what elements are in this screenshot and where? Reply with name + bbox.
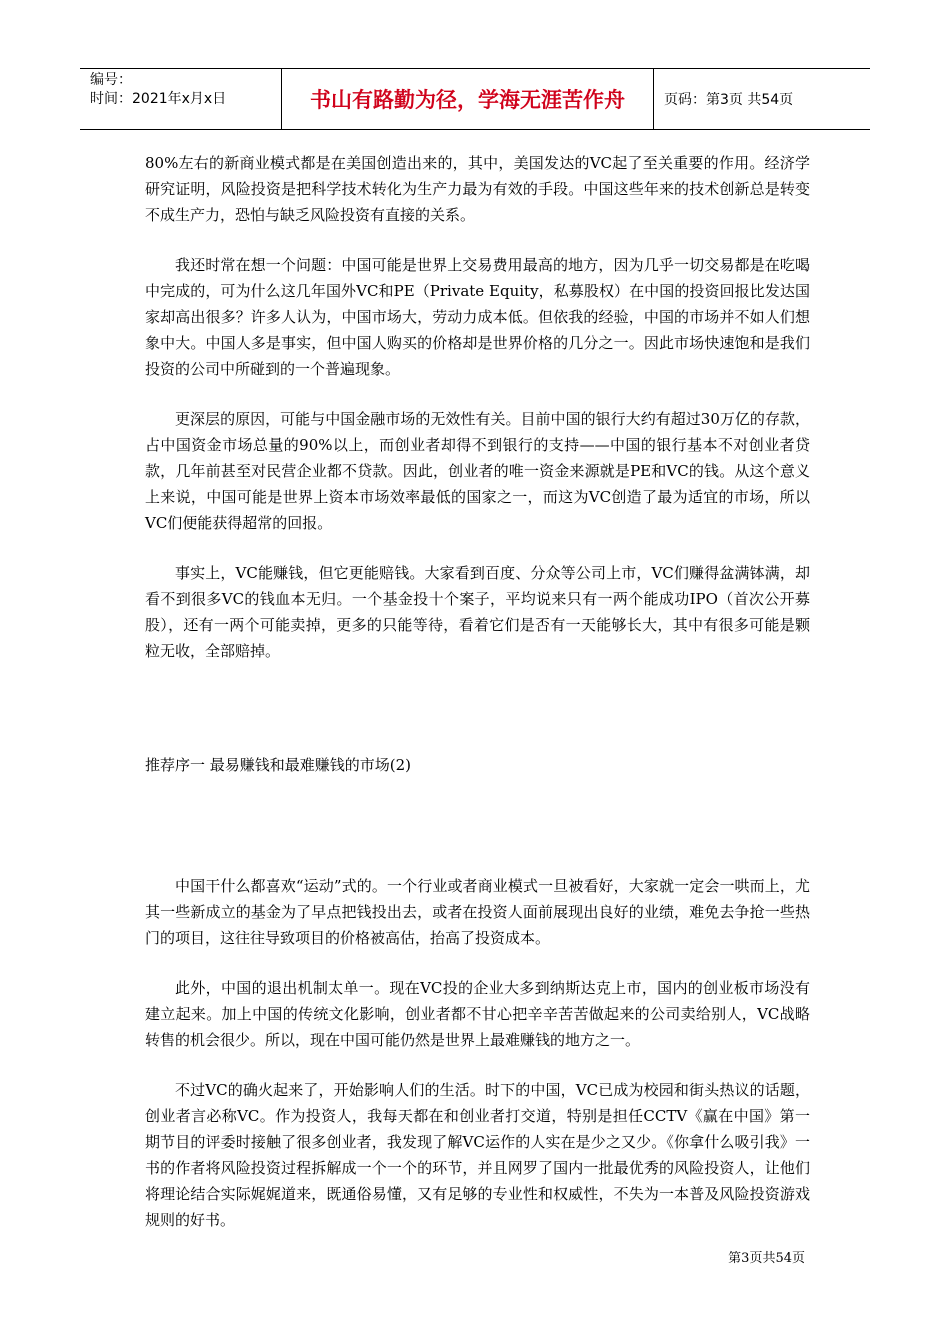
page-header — [80, 68, 870, 130]
page-footer: 第3页共54页 — [728, 1251, 805, 1266]
header-motto: 书山有路勤为径，学海无涯苦作舟 — [282, 69, 654, 129]
paragraph: 不过VC的确火起来了，开始影响人们的生活。时下的中国，VC已成为校园和街头热议的话题，创业者言必称VC。作为投资人，我每天都在和创业者打交道，特别是担任CCTV《赢在中国》第一期节目的评委时接触了很多创业者，我发现了解VC运作的人实在是少之又少。《你拿什么吸引我》一书的作者将风险投资过程拆解成一个一个的环节，并且网罗了国内一批最优秀的风险投资人，让他们将理论结合实际娓娓道来，既通俗易懂，又有足够的专业性和权威性，不失为一本普及风险投资游戏规则的好书。 — [145, 1081, 810, 1229]
number-label: 编号： — [90, 72, 132, 88]
section-heading: 推荐序一 最易赚钱和最难赚钱的市场(2) — [145, 756, 412, 774]
paragraph: 中国干什么都喜欢“运动”式的。一个行业或者商业模式一旦被看好，大家就一定会一哄而上，尤其一些新成立的基金为了早点把钱投出去，或者在投资人面前展现出良好的业绩，难免去争抢一些热门的项目，这往往导致项目的价格被高估，抬高了投资成本。 — [145, 877, 810, 947]
body-text-1 — [145, 150, 810, 688]
paragraph: 80%左右的新商业模式都是在美国创造出来的，其中，美国发达的VC起了至关重要的作用。经济学研究证明，风险投资是把科学技术转化为生产力最为有效的手段。中国这些年来的技术创新总是转变不成生产力，恐怕与缺乏风险投资有直接的关系。 — [145, 154, 810, 224]
paragraph: 我还时常在想一个问题：中国可能是世界上交易费用最高的地方，因为几乎一切交易都是在吃喝中完成的，可为什么这几年国外VC和PE（Private Equity，私募股权）在中国的投资回报比发达国家却高出很多？许多人认为，中国市场大，劳动力成本低。但依我的经验，中国的市场并不如人们想象中大。中国人多是事实，但中国人购买的价格却是世界价格的几分之一。因此市场快速饱和是我们投资的公司中所碰到的一个普遍现象。 — [145, 256, 810, 378]
time-label: 时间：2021年x月x日 — [90, 91, 227, 107]
header-page-label: 页码：第3页 共54页 — [664, 92, 794, 108]
paragraph: 更深层的原因，可能与中国金融市场的无效性有关。目前中国的银行大约有超过30万亿的存款，占中国资金市场总量的90%以上，而创业者却得不到银行的支持——中国的银行基本不对创业者贷款，几年前甚至对民营企业都不贷款。因此，创业者的唯一资金来源就是PE和VC的钱。从这个意义上来说，中国可能是世界上资本市场效率最低的国家之一，而这为VC创造了最为适宜的市场，所以VC们便能获得超常的回报。 — [145, 410, 810, 532]
paragraph: 事实上，VC能赚钱，但它更能赔钱。大家看到百度、分众等公司上市，VC们赚得盆满钵满，却看不到很多VC的钱血本无归。一个基金投十个案子，平均说来只有一两个能成功IPO（首次公开募股），还有一两个可能卖掉，更多的只能等待，看着它们是否有一天能够长大，其中有很多可能是颗粒无收，全部赔掉。 — [145, 564, 810, 660]
header-meta — [80, 69, 282, 129]
body-text-2 — [145, 873, 810, 1257]
paragraph: 此外，中国的退出机制太单一。现在VC投的企业大多到纳斯达克上市，国内的创业板市场没有建立起来。加上中国的传统文化影响，创业者都不甘心把辛辛苦苦做起来的公司卖给别人，VC战略转售的机会很少。所以，现在中国可能仍然是世界上最难赚钱的地方之一。 — [145, 979, 810, 1049]
